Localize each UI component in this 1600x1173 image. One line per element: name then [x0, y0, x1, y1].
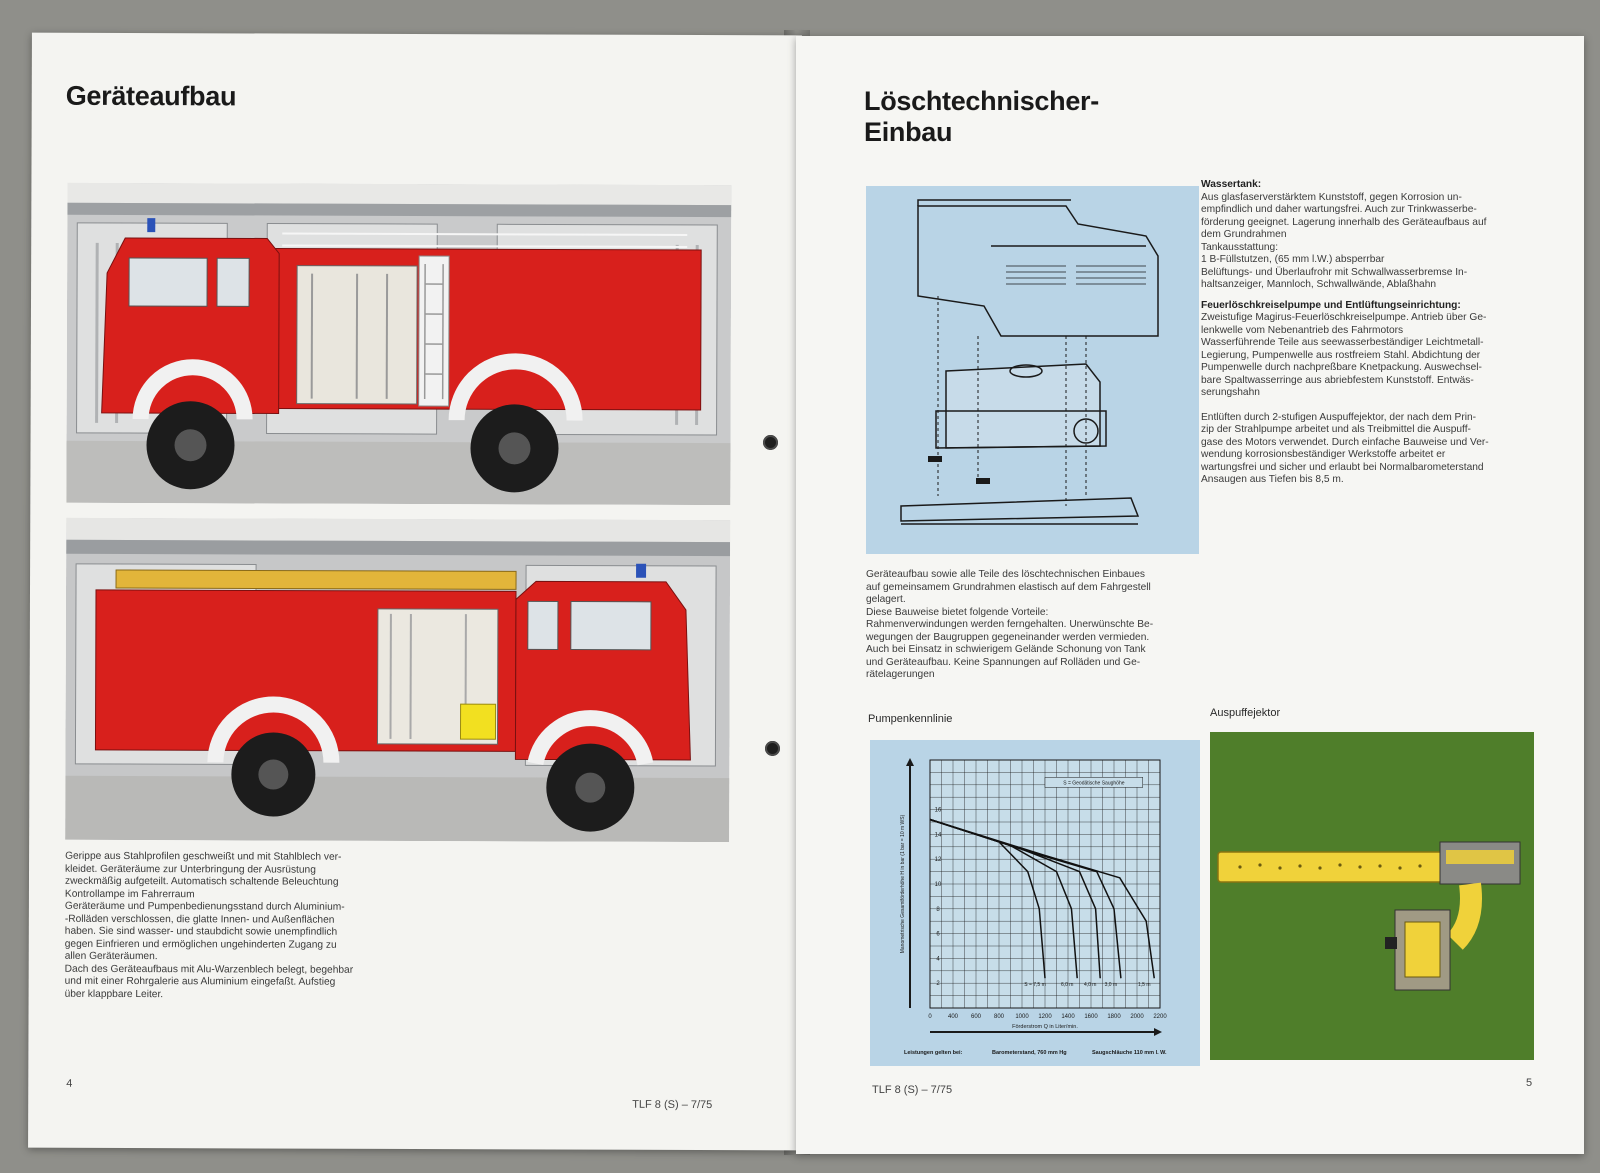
- page-title-right: [864, 86, 1099, 148]
- truck-photo-bottom: [65, 518, 730, 842]
- y-tick-label: 2: [936, 981, 940, 988]
- pump-curve-label: Pumpenkennlinie: [868, 713, 953, 725]
- footer-right: TLF 8 (S) – 7/75: [872, 1084, 953, 1096]
- x-tick-label: 1800: [1107, 1014, 1121, 1020]
- series-label: S = 7,5 m: [1024, 982, 1046, 989]
- chassis-diagram: [866, 186, 1199, 554]
- x-tick-label: 1600: [1084, 1014, 1098, 1020]
- legend-text: S = Geodätische Saughöhe: [1063, 780, 1125, 787]
- title-line-2: Einbau: [864, 117, 953, 147]
- x-tick-label: 600: [970, 1014, 982, 1020]
- footer-left: TLF 8 (S) – 7/75: [632, 1098, 713, 1112]
- page-title-left: Geräteaufbau: [65, 80, 237, 112]
- punch-hole: [763, 435, 778, 450]
- ejector-photo: [1210, 732, 1534, 1060]
- x-arrow-head: [1154, 1028, 1162, 1036]
- x-tick-label: 400: [947, 1014, 959, 1020]
- y-arrow-head: [906, 758, 914, 766]
- center-body-text: Geräteaufbau sowie alle Teile des löschtechnischen Einbaues auf gemeinsamem Grundrahmen elastisch auf dem Fahrgestell gelagert. Diese Bauweise bietet folgende Vorteile: Rahmenverwindungen werden ferngehalten. Unerwünschte Be- wegungen der Baugruppen gegeneinander werden vermieden. Auch bei Einsatz in schwierigem Gelände Schonung von Tank und Geräteaufbau. Keine Spannungen auf Rolläden und Ge- rätelagerungen: [866, 569, 1154, 680]
- x-tick-label: 1200: [1038, 1014, 1052, 1020]
- chart-footer-mid: Barometerstand, 760 mm Hg: [992, 1050, 1067, 1056]
- series-label: 4,0 m: [1083, 982, 1097, 989]
- pumpe-heading: Feuerlöschkreiselpumpe und Entlüftungseinrichtung:: [1201, 299, 1461, 311]
- page-number-right: 5: [1526, 1077, 1533, 1089]
- pump-curve-svg: [870, 740, 1200, 1066]
- series-label: 3,0 m: [1104, 982, 1118, 989]
- series-label: 6,0 m: [1060, 982, 1074, 989]
- y-tick-label: 16: [934, 807, 942, 814]
- truck-photo-top: [66, 183, 731, 505]
- series-label: 1,5 m: [1137, 982, 1151, 989]
- y-axis-label: Manometrische Gesamtförderhöhe H in bar (1 bar = 10 m WS): [900, 814, 906, 954]
- y-tick-label: 12: [934, 857, 942, 864]
- pump-curve-chart: [870, 740, 1200, 1066]
- y-tick-label: 8: [936, 906, 940, 913]
- x-axis-label: Förderstrom Q in Liter/min.: [1012, 1024, 1078, 1030]
- y-tick-label: 6: [936, 931, 940, 938]
- left-page: [28, 33, 802, 1151]
- punch-hole: [765, 741, 780, 756]
- right-page: [796, 36, 1584, 1154]
- y-tick-label: 14: [934, 832, 942, 839]
- wassertank-heading: Wassertank:: [1201, 179, 1262, 190]
- wassertank-section: Wassertank: Aus glasfaserverstärktem Kunststoff, gegen Korrosion un- empfindlich und daher wartungsfrei. Auch zur Trinkwasserbe- förderung geeignet. Lagerung innerhalb des Geräteaufbaus auf dem Grundrahmen Tankausstattung: 1 B-Füllstutzen, (65 mm l.W.) absperrbar Belüftungs- und Überlaufrohr mit Schwallwasserbremse In- haltsanzeiger, Mannloch, Schwallwände, Ablaßhahn Feuerlöschkreiselpumpe und Entlüftungseinrichtung: Zweistufige Magirus-Feuerlöschkreiselpumpe. Antrieb über Ge- lenkwelle vom Nebenantrieb des Fahrmotors Wasserführende Teile aus seewasserbeständiger Leichtmetall- Legierung, Pumpenwelle aus rostfreiem Stahl. Abdichtung der Pumpenwelle durch nachpreßbare Knetpackung. Auswechsel- bare Spaltwasserringe aus abriebfestem Kunststoff. Entwäs- serungshahn Entlüften durch 2-stufigen Auspuffejektor, der nach dem Prin- zip der Strahlpumpe arbeitet und als Treibmittel die Auspuff- gase des Motors verwendet. Durch einfache Bauweise und Ver- wendung korrosionsbeständiger Werkstoffe arbeitet er wartungsfrei und sicher und erlaubt bei Normalbarometerstand Ansaugen aus Tiefen bis 8,5 m.: [1201, 179, 1531, 487]
- page-number-left: 4: [66, 1077, 73, 1090]
- y-tick-label: 4: [936, 956, 940, 963]
- ejector-label: Auspuffejektor: [1210, 707, 1281, 719]
- left-body-text: Gerippe aus Stahlprofilen geschweißt und mit Stahlblech ver- kleidet. Geräteräume zur Unterbringung der Ausrüstung zweckmäßig aufgeteilt. Automatisch schaltende Beleuchtung Kontrollampe im Fahrerraum Geräteräume und Pumpenbedienungsstand durch Aluminium- -Rolläden verschlossen, die glatte Innen- und Außenflächen haben. Sie sind wasser- und staubdicht sowie unempfindlich gegen Einfrieren und ermöglichen ungehinderten Zugang zu allen Geräteräumen. Dach des Geräteaufbaus mit Alu-Warzenblech belegt, begehbar und mit einer Rohrgalerie aus Aluminium eingefaßt. Aufstieg über klappbare Leiter.: [64, 850, 354, 1000]
- x-tick-label: 1400: [1061, 1014, 1075, 1020]
- chart-footer-right: Saugschläuche 110 mm l. W.: [1092, 1050, 1167, 1056]
- x-tick-label: 1000: [1015, 1014, 1029, 1020]
- x-tick-label: 2200: [1153, 1014, 1167, 1020]
- x-tick-label: 0: [928, 1014, 932, 1020]
- x-tick-label: 2000: [1130, 1014, 1144, 1020]
- chart-footer-left: Leistungen gelten bei:: [904, 1050, 963, 1056]
- y-tick-label: 10: [934, 882, 942, 888]
- x-tick-label: 800: [993, 1014, 1005, 1020]
- title-line-1: Löschtechnischer-: [864, 86, 1099, 116]
